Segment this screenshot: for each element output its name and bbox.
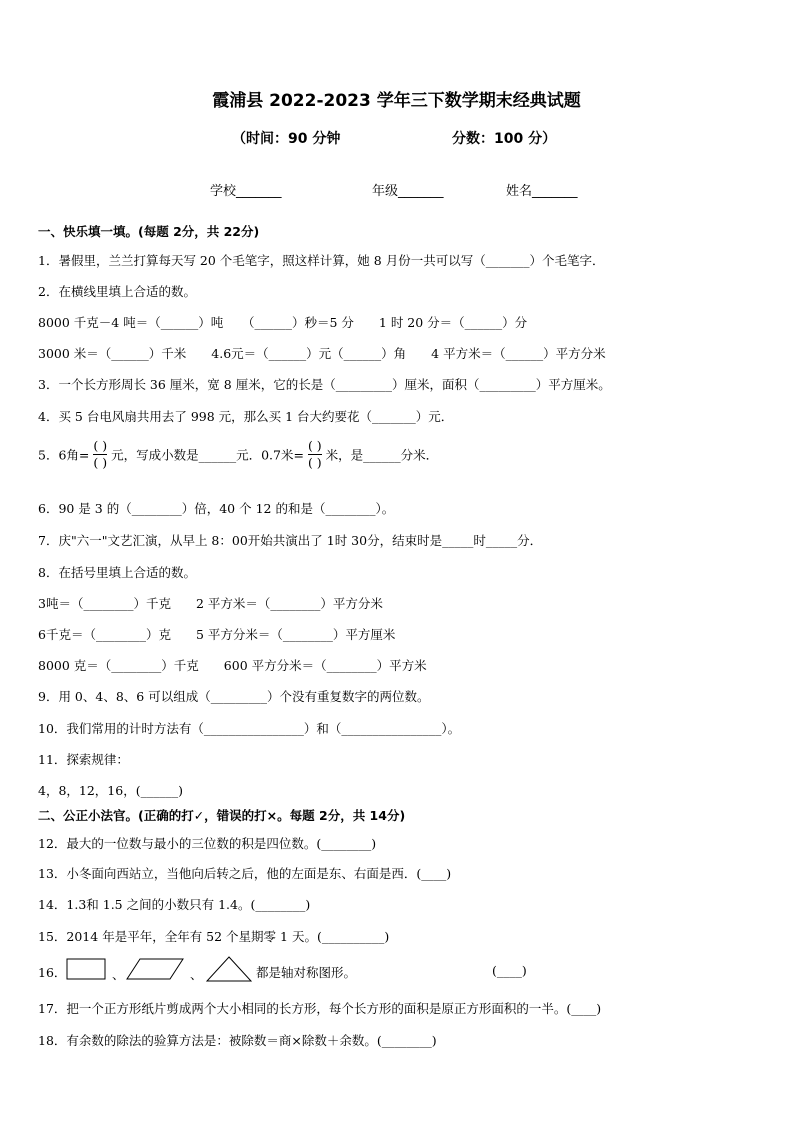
page-title: 霞浦县 2022-2023 学年三下数学期末经典试题 [212, 91, 581, 111]
question-13: 13．小冬面向西站立，当他向后转之后，他的左面是东、右面是西．(____) [38, 866, 452, 881]
question-5-part-c: 米，是______分米． [325, 447, 439, 463]
question-9: 9．用 0、4、8、6 可以组成（_________）个没有重复数字的两位数。 [38, 689, 430, 704]
parallelogram-shape-icon [126, 958, 184, 980]
question-16-text: 都是轴对称图形。 [256, 965, 357, 980]
exam-time: （时间：90 分钟 [232, 131, 341, 147]
exam-score: 分数：100 分） [452, 131, 557, 147]
question-5 [38, 439, 438, 470]
question-17: 17．把一个正方形纸片剪成两个大小相同的长方形，每个长方形的面积是原正方形面积的一半。(____) [38, 1001, 602, 1016]
question-16-sep2: 、 [190, 967, 203, 982]
section1-title: 一、快乐填一填。(每题 2分，共 22分) [38, 224, 260, 239]
fraction-1-numerator: ( ) [93, 438, 108, 453]
fraction-1-denominator: ( ) [93, 455, 108, 470]
question-6: 6．90 是 3 的（________）倍，40 个 12 的和是（________）。 [38, 501, 395, 516]
question-8-row3: 8000 克＝（________）千克 600 平方分米＝（________）平方米 [38, 658, 427, 673]
question-5-part-b: 元，写成小数是______元．0.7米= [111, 447, 304, 463]
question-15: 15．2014 年是平年，全年有 52 个星期零 1 天。(__________) [38, 929, 390, 944]
school-field: 学校_______ [210, 184, 282, 199]
question-8: 8．在括号里填上合适的数。 [38, 565, 196, 580]
grade-field: 年级_______ [372, 184, 444, 199]
question-3: 3．一个长方形周长 36 厘米，宽 8 厘米，它的长是（_________）厘米，面积（_________）平方厘米。 [38, 377, 611, 392]
question-11: 11．探索规律： [38, 752, 129, 767]
name-field: 姓名_______ [506, 184, 578, 199]
rectangle-shape-icon [66, 958, 106, 980]
question-16-label: 16． [38, 965, 67, 980]
question-2: 2．在横线里填上合适的数。 [38, 284, 196, 299]
question-10: 10．我们常用的计时方法有（________________）和（________________）。 [38, 721, 461, 736]
question-14: 14．1.3和 1.5 之间的小数只有 1.4。(________) [38, 897, 311, 912]
triangle-shape-icon [206, 956, 252, 982]
fraction-2 [308, 439, 322, 470]
question-2-row1: 8000 千克－4 吨＝（______）吨 （______）秒＝5 分 1 时 20 分＝（______）分 [38, 315, 528, 330]
question-16-answer: (____) [492, 963, 527, 978]
fraction-1 [93, 439, 107, 470]
question-8-row1: 3吨＝（________）千克 2 平方米＝（________）平方分米 [38, 596, 383, 611]
section2-title: 二、公正小法官。(正确的打✓，错误的打×。每题 2分，共 14分) [38, 808, 406, 823]
question-18: 18．有余数的除法的验算方法是：被除数＝商×除数＋余数。(________) [38, 1033, 437, 1048]
question-7: 7．庆"六一"文艺汇演，从早上 8：00开始共演出了 1时 30分，结束时是_____时_____分． [38, 533, 543, 548]
question-4: 4．买 5 台电风扇共用去了 998 元，那么买 1 台大约要花（_______）元． [38, 409, 454, 424]
question-16-sep1: 、 [112, 967, 125, 982]
question-2-row2: 3000 米＝（______）千米 4.6元＝（______）元（______）角 4 平方米＝（______）平方分米 [38, 346, 606, 361]
question-12: 12．最大的一位数与最小的三位数的积是四位数。(________) [38, 836, 377, 851]
question-1: 1．暑假里，兰兰打算每天写 20 个毛笔字，照这样计算，她 8 月份一共可以写（_______）个毛笔字． [38, 253, 605, 268]
question-8-row2: 6千克＝（________）克 5 平方分米＝（________）平方厘米 [38, 627, 396, 642]
question-11-sequence: 4，8，12，16，(______) [38, 783, 183, 798]
question-5-part-a: 5．6角= [38, 447, 90, 463]
fraction-2-numerator: ( ) [307, 438, 322, 453]
fraction-2-denominator: ( ) [307, 455, 322, 470]
